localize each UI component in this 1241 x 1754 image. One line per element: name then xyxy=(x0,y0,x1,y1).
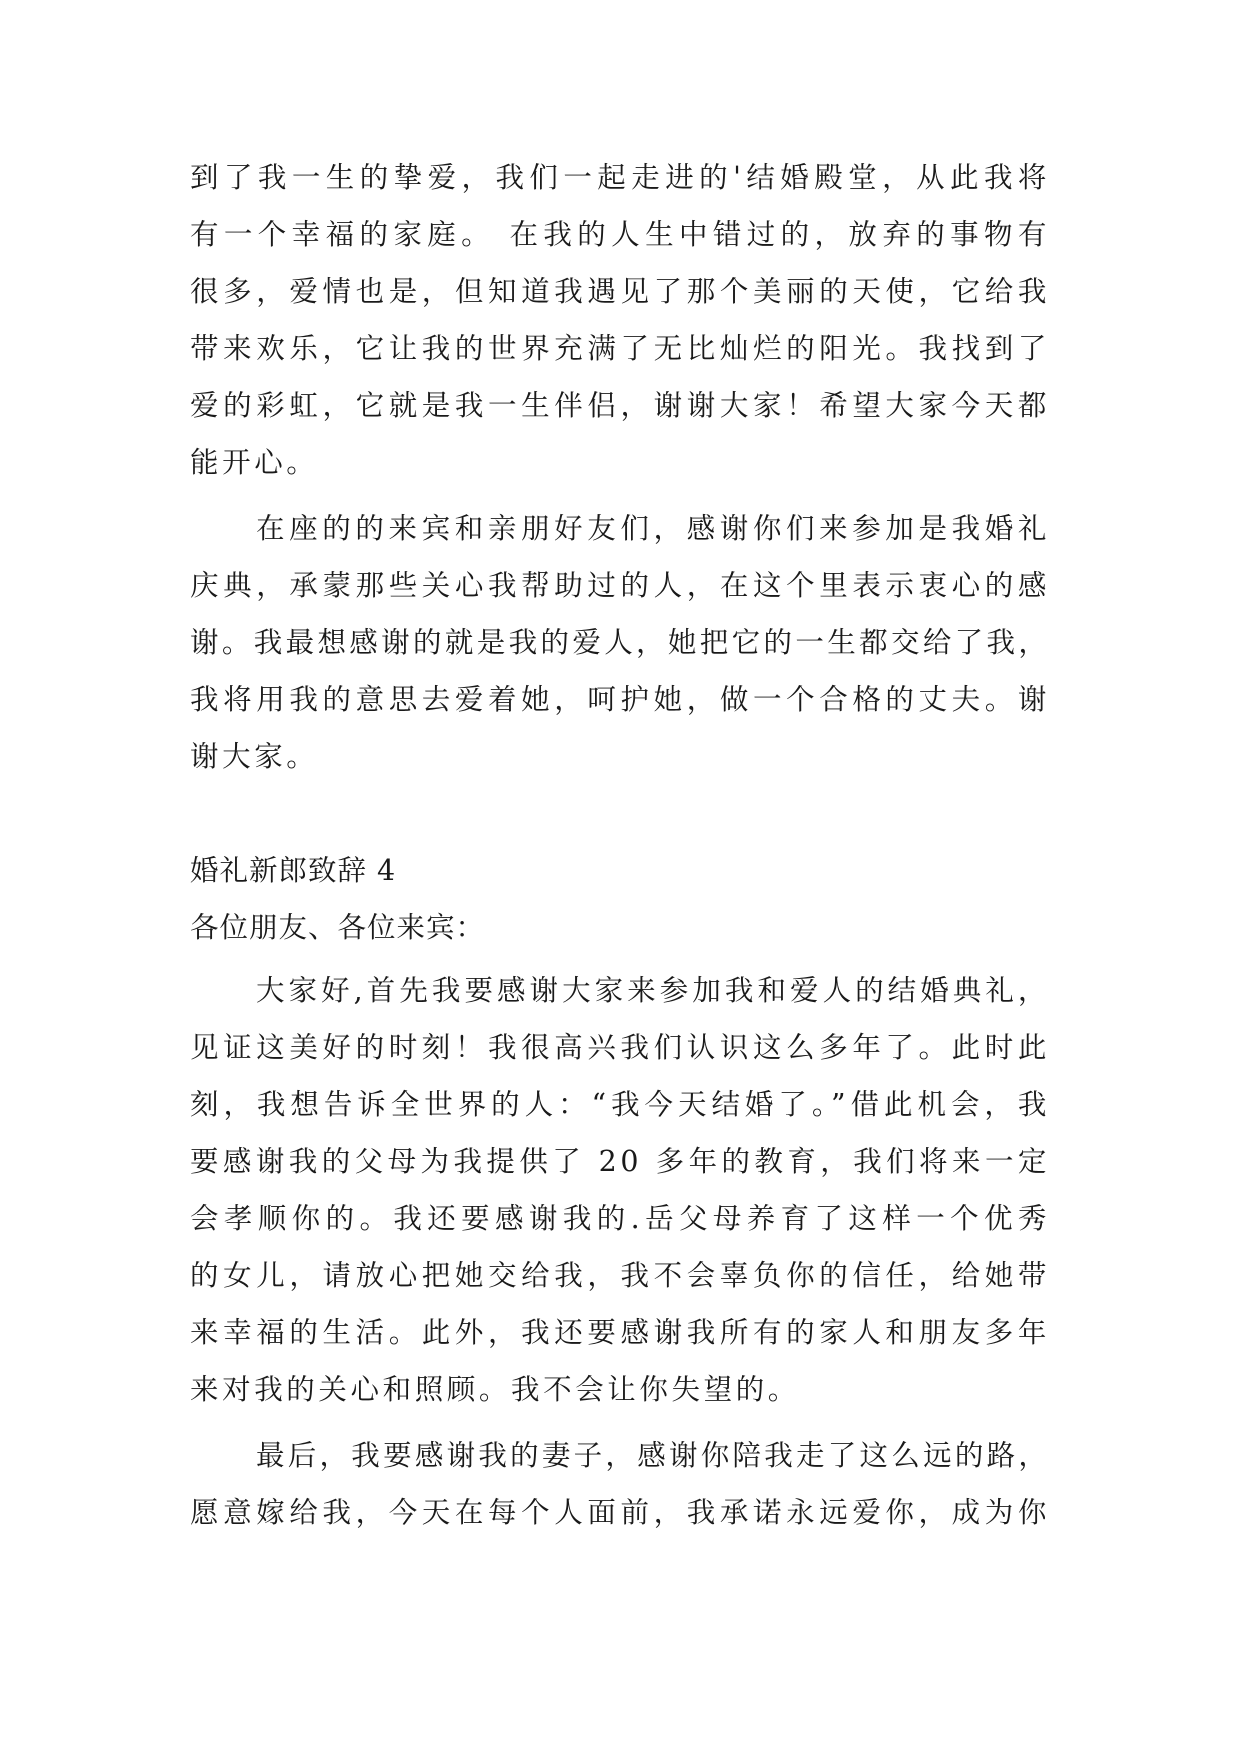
text-line: 带来欢乐，它让我的世界充满了无比灿烂的阳光。我找到了 xyxy=(190,332,1050,365)
section-heading: 婚礼新郎致辞 4 xyxy=(190,854,397,887)
paragraph-first-line: 大家好,首先我要感谢大家来参加我和爱人的结婚典礼， xyxy=(256,974,1050,1007)
text-line: 有一个幸福的家庭。 在我的人生中错过的，放弃的事物有 xyxy=(190,218,1050,251)
text-line: 会孝顺你的。我还要感谢我的.岳父母养育了这样一个优秀 xyxy=(190,1202,1050,1235)
paragraph-first-line: 最后，我要感谢我的妻子，感谢你陪我走了这么远的路， xyxy=(256,1439,1050,1472)
text-line: 要感谢我的父母为我提供了 20 多年的教育，我们将来一定 xyxy=(190,1145,1050,1178)
text-line: 很多，爱情也是，但知道我遇见了那个美丽的天使，它给我 xyxy=(190,275,1050,308)
salutation: 各位朋友、各位来宾： xyxy=(190,911,486,944)
text-line: 到了我一生的挚爱，我们一起走进的'结婚殿堂，从此我将 xyxy=(190,161,1050,194)
text-line: 刻，我想告诉全世界的人：“我今天结婚了。”借此机会，我 xyxy=(190,1088,1050,1121)
text-line: 谢。我最想感谢的就是我的爱人，她把它的一生都交给了我， xyxy=(190,626,1050,659)
text-line: 能开心。 xyxy=(190,446,319,479)
text-line: 爱的彩虹，它就是我一生伴侣，谢谢大家！希望大家今天都 xyxy=(190,389,1050,422)
text-line: 见证这美好的时刻！我很高兴我们认识这么多年了。此时此 xyxy=(190,1031,1050,1064)
text-line: 来幸福的生活。此外，我还要感谢我所有的家人和朋友多年 xyxy=(190,1316,1050,1349)
text-line: 的女儿，请放心把她交给我，我不会辜负你的信任，给她带 xyxy=(190,1259,1050,1292)
text-line: 庆典，承蒙那些关心我帮助过的人，在这个里表示衷心的感 xyxy=(190,569,1050,602)
text-line: 谢大家。 xyxy=(190,740,319,773)
text-line: 我将用我的意思去爱着她，呵护她，做一个合格的丈夫。谢 xyxy=(190,683,1050,716)
paragraph-first-line: 在座的的来宾和亲朋好友们，感谢你们来参加是我婚礼 xyxy=(256,512,1050,545)
text-line: 愿意嫁给我，今天在每个人面前，我承诺永远爱你，成为你 xyxy=(190,1496,1050,1529)
text-line: 来对我的关心和照顾。我不会让你失望的。 xyxy=(190,1373,800,1406)
